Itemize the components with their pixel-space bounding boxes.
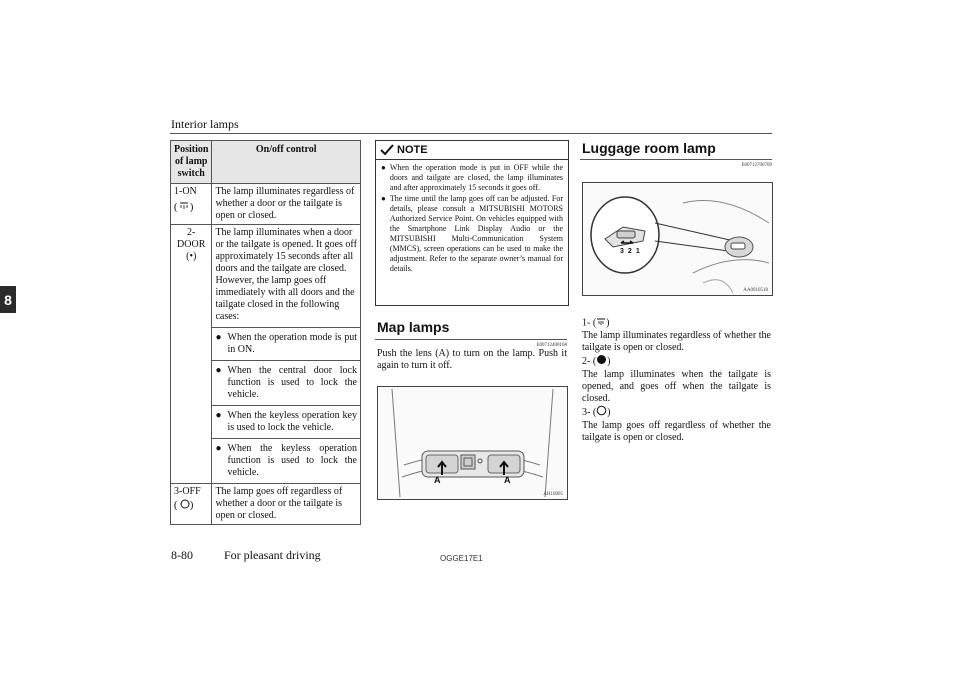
luggage-lamp-figure bbox=[582, 182, 773, 296]
map-lamp-illustration bbox=[378, 387, 567, 499]
section-rule bbox=[580, 159, 772, 160]
figure-id: AA0010518 bbox=[743, 288, 768, 293]
table-header-control: On/off control bbox=[212, 141, 361, 184]
lamp-on-icon bbox=[596, 316, 606, 330]
table-row bbox=[171, 484, 361, 525]
svg-text:(: ( bbox=[174, 500, 178, 510]
figure-label-a: A bbox=[434, 475, 441, 485]
door-position-icon: (•) bbox=[186, 251, 197, 262]
list-item: 1- ( ) The lamp illuminates regardless of whether the tailgate is open or closed. bbox=[582, 317, 771, 353]
map-lamps-text: Push the lens (A) to turn on the lamp. Push it again to turn it off. bbox=[377, 348, 567, 371]
open-circle-icon bbox=[596, 405, 607, 420]
luggage-lamp-list bbox=[582, 316, 771, 444]
header-rule bbox=[170, 133, 772, 134]
list-item: ● When the operation mode is put in OFF while the doors and tailgate are closed, the lamp illuminates and after approximately 15 seconds it goes off. bbox=[381, 163, 563, 192]
row-description: The lamp illuminates regardless of whether a door or the tailgate is open or closed. bbox=[212, 184, 361, 225]
list-item: 2- ( ) The lamp illuminates when the tailgate is opened, and goes off when the tailgate is closed. bbox=[582, 355, 771, 404]
map-lamps-heading: Map lamps bbox=[377, 319, 450, 335]
list-item: ● The time until the lamp goes off can be adjusted. For details, please consult a MITSUBISHI MOTORS Authorized Service Point. On vehicles equipped with the Smartphone Link Display Audio or the MITSUBISHI Multi-Communication System (MMCS), screen operations can be used to make the adjustment. Refer to the separate owner’s manual for details. bbox=[381, 194, 563, 273]
list-item: 3- ( ) The lamp goes off regardless of whether the tailgate is open or closed. bbox=[582, 406, 771, 443]
note-box bbox=[375, 140, 569, 306]
map-lamps-figure bbox=[377, 386, 568, 500]
list-item: ● When the operation mode is put in ON. bbox=[215, 332, 357, 355]
bullet-icon: ● bbox=[381, 194, 386, 203]
chapter-tab: 8 bbox=[0, 286, 16, 313]
position-label: 3-OFF bbox=[174, 486, 201, 497]
table-header-position: Position of lamp switch bbox=[171, 141, 212, 184]
figure-label-a: A bbox=[504, 475, 511, 485]
switch-table bbox=[170, 140, 361, 525]
table-row bbox=[171, 184, 361, 225]
list-item: ● When the keyless operation key is used to lock the vehicle. bbox=[215, 410, 357, 433]
figure-number-1: 1 bbox=[635, 248, 644, 255]
bullet-icon: ● bbox=[215, 410, 222, 421]
section-code: E00712700709 bbox=[741, 163, 772, 168]
list-item: ● When the central door lock function is used to lock the vehicle. bbox=[215, 365, 357, 400]
svg-text:(: ( bbox=[174, 202, 178, 212]
bullet-icon: ● bbox=[215, 443, 222, 454]
page-number: 8-80 bbox=[171, 548, 193, 562]
row-description-extra: However, the lamp goes off immediately with all doors and the tailgate closed in the following cases: bbox=[215, 275, 355, 322]
bullet-icon: ● bbox=[215, 365, 222, 376]
figure-id: AH10005 bbox=[543, 492, 563, 497]
luggage-lamp-heading: Luggage room lamp bbox=[582, 140, 716, 156]
lamp-off-icon bbox=[174, 498, 208, 514]
table-row bbox=[171, 225, 361, 484]
position-label: 2-DOOR bbox=[177, 227, 206, 250]
row-description: The lamp goes off regardless of whether a door or the tailgate is open or closed. bbox=[212, 484, 361, 525]
row-description: The lamp illuminates when a door or the tailgate is opened. It goes off approximately 15 seconds after all doors and the tailgate are closed. bbox=[215, 227, 357, 274]
note-title: NOTE bbox=[397, 144, 428, 156]
svg-text:): ) bbox=[190, 202, 194, 212]
footer-section: For pleasant driving bbox=[224, 548, 321, 562]
section-code: E00712400168 bbox=[536, 343, 567, 348]
checkmark-icon bbox=[380, 144, 394, 157]
document-code: OGGE17E1 bbox=[440, 554, 483, 563]
figure-number-3: 3 bbox=[620, 248, 628, 255]
lamp-on-icon bbox=[174, 200, 208, 216]
svg-text:): ) bbox=[190, 500, 194, 510]
list-item: ● When the keyless operation function is used to lock the vehicle. bbox=[215, 443, 357, 478]
bullet-icon: ● bbox=[381, 163, 386, 172]
page-header: Interior lamps bbox=[171, 117, 239, 131]
bullet-icon: ● bbox=[215, 332, 222, 343]
luggage-lamp-illustration bbox=[583, 183, 772, 295]
figure-number-2: 2 bbox=[627, 248, 636, 255]
position-label: 1-ON bbox=[174, 186, 197, 197]
section-rule bbox=[375, 339, 567, 340]
filled-circle-icon bbox=[596, 354, 607, 369]
